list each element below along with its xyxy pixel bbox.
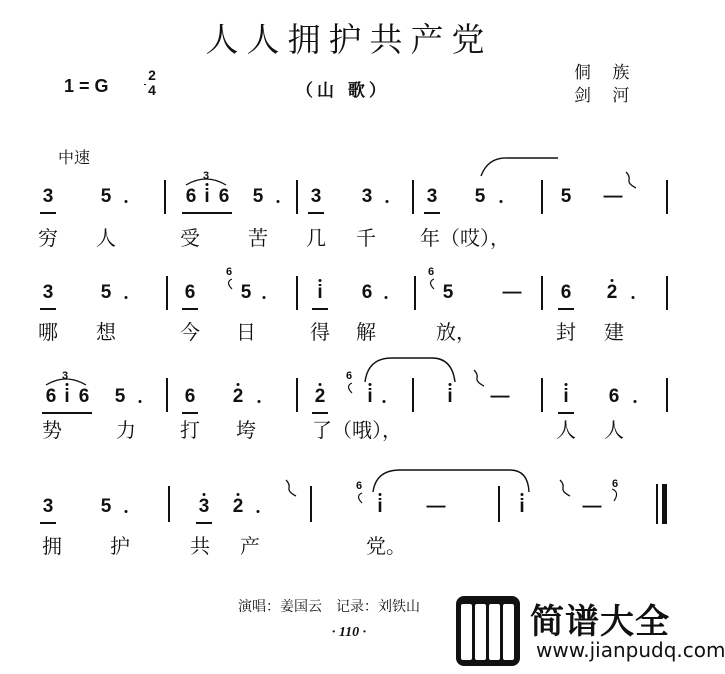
tie-arc	[478, 154, 560, 180]
origin-ethnicity: 侗 族	[574, 63, 638, 83]
underline	[182, 308, 198, 310]
note: 5	[252, 186, 264, 207]
lyric: 护	[110, 534, 130, 558]
tie-arc	[362, 354, 458, 386]
lyric: 千	[356, 226, 376, 250]
note: 6	[78, 386, 90, 407]
lyric: 穷	[38, 226, 58, 250]
page-number: · 110 ·	[331, 625, 367, 640]
note: 3	[426, 186, 438, 207]
grace-note: 6	[346, 370, 353, 382]
final-bar-thick	[662, 484, 667, 524]
origin-place: 剑 河	[574, 86, 638, 106]
note: 6	[45, 386, 57, 407]
note: i	[563, 386, 569, 407]
lyric: 打	[180, 418, 200, 442]
glissando-mark	[284, 478, 298, 498]
note: —	[426, 496, 446, 517]
note: 6	[184, 282, 196, 303]
note: i	[447, 386, 453, 407]
grace-slur	[354, 492, 364, 504]
lyric: 想	[96, 320, 116, 344]
bar-line	[498, 486, 500, 522]
octave-dot	[66, 383, 69, 386]
note: 5	[100, 496, 112, 517]
lyric: 产	[240, 534, 260, 558]
key-signature: 1 = G	[64, 76, 109, 96]
underline	[312, 308, 328, 310]
triplet-mark: 3	[62, 370, 69, 382]
watermark-brand: 简谱大全	[530, 602, 670, 642]
duration-dot	[263, 296, 266, 299]
note: 2	[314, 386, 326, 407]
note: 3	[42, 186, 54, 207]
lyric: 几	[306, 226, 326, 250]
note: 3	[42, 282, 54, 303]
bar-line	[166, 276, 168, 310]
duration-dot	[257, 510, 260, 513]
bar-line	[666, 180, 668, 214]
underline	[308, 212, 324, 214]
octave-dot	[565, 383, 568, 386]
octave-dot	[611, 279, 614, 282]
note: —	[490, 386, 510, 407]
lyric: 日	[236, 320, 256, 344]
lyric: 党。	[366, 534, 406, 558]
bar-line	[164, 180, 166, 214]
song-title: 人人拥护共产党	[205, 20, 493, 59]
note: 5	[100, 282, 112, 303]
note: 5	[560, 186, 572, 207]
performer-credit: 演唱：姜国云 记录：刘铁山	[238, 599, 420, 615]
grace-slur	[426, 278, 436, 290]
duration-dot	[632, 296, 635, 299]
lyric: 人	[556, 418, 576, 442]
grace-note: 6	[356, 480, 363, 492]
bar-line	[296, 276, 298, 310]
song-origin	[574, 62, 637, 108]
octave-dot	[379, 493, 382, 496]
duration-dot	[125, 200, 128, 203]
note: 5	[442, 282, 454, 303]
bar-line	[666, 378, 668, 412]
note: 3	[310, 186, 322, 207]
underline	[558, 308, 574, 310]
note: 3	[361, 186, 373, 207]
note: 2	[232, 386, 244, 407]
duration-dot	[386, 200, 389, 203]
octave-dot	[369, 383, 372, 386]
grace-note: 6	[428, 266, 435, 278]
note: 6	[608, 386, 620, 407]
bar-line	[541, 276, 543, 310]
grace-tail	[610, 488, 622, 502]
note: 6	[218, 186, 230, 207]
note: i	[204, 186, 210, 207]
glissando-mark	[472, 368, 486, 388]
lyric: 苦	[248, 226, 268, 250]
note: 6	[361, 282, 373, 303]
bar-line	[541, 378, 543, 412]
lyric: 人	[96, 226, 116, 250]
grace-note: 6	[226, 266, 233, 278]
octave-dot	[319, 383, 322, 386]
song-subtitle: （山 歌）	[296, 81, 390, 101]
bar-line	[414, 276, 416, 310]
time-signature-top: 2	[148, 67, 156, 83]
duration-dot	[500, 200, 503, 203]
bar-line	[166, 378, 168, 412]
note: i	[317, 282, 323, 303]
duration-dot	[634, 400, 637, 403]
tempo-marking: 中速	[58, 148, 91, 167]
lyric: 解	[356, 320, 376, 344]
octave-dot	[203, 493, 206, 496]
duration-dot	[277, 200, 280, 203]
grace-slur	[224, 278, 234, 290]
octave-dot	[206, 183, 209, 186]
lyric: 建	[604, 320, 624, 344]
time-signature	[144, 68, 160, 98]
lyric: 放，	[436, 320, 476, 344]
note: 5	[100, 186, 112, 207]
bar-line	[296, 378, 298, 412]
note: —	[603, 186, 623, 207]
underline	[182, 212, 232, 214]
octave-dot	[449, 383, 452, 386]
note: 5	[240, 282, 252, 303]
note: —	[582, 496, 602, 517]
lyric: 受	[180, 226, 200, 250]
lyric: 今	[180, 320, 200, 344]
final-bar-thin	[656, 484, 658, 524]
lyric: 拥	[42, 534, 62, 558]
duration-dot	[139, 400, 142, 403]
note: i	[519, 496, 525, 517]
bar-line	[412, 180, 414, 214]
lyric: 势	[42, 418, 62, 442]
duration-dot	[125, 296, 128, 299]
note: 5	[114, 386, 126, 407]
lyric: 年（哎），	[420, 226, 510, 250]
note: 6	[184, 386, 196, 407]
tie-arc	[370, 466, 532, 496]
note: i	[367, 386, 373, 407]
lyric: 共	[190, 534, 210, 558]
bar-line	[541, 180, 543, 214]
note: 6	[560, 282, 572, 303]
note: 3	[42, 496, 54, 517]
underline	[196, 522, 212, 524]
bar-line	[412, 378, 414, 412]
underline	[40, 212, 56, 214]
octave-dot	[521, 493, 524, 496]
bar-line	[310, 486, 312, 522]
underline	[40, 308, 56, 310]
note: 2	[232, 496, 244, 517]
grace-note: 6	[612, 478, 619, 490]
bar-line	[666, 276, 668, 310]
glissando-mark	[558, 478, 572, 498]
lyric: 封	[556, 320, 576, 344]
watermark-url: www.jianpudq.com	[536, 638, 725, 662]
duration-dot	[125, 510, 128, 513]
note: 5	[474, 186, 486, 207]
lyric: 垮	[236, 418, 256, 442]
time-signature-divider	[144, 84, 146, 85]
octave-dot	[237, 493, 240, 496]
lyric: 哪	[38, 320, 58, 344]
bar-line	[296, 180, 298, 214]
note: —	[502, 282, 522, 303]
underline	[424, 212, 440, 214]
lyric: 人	[604, 418, 624, 442]
note: i	[377, 496, 383, 517]
note: 2	[606, 282, 618, 303]
watermark-logo	[452, 590, 725, 674]
duration-dot	[383, 400, 386, 403]
glissando-mark	[624, 170, 638, 190]
grace-slur	[344, 382, 354, 394]
triplet-mark: 3	[203, 170, 210, 182]
octave-dot	[319, 279, 322, 282]
time-signature-bottom: 4	[148, 82, 156, 98]
lyric: 得	[310, 320, 330, 344]
bar-line	[168, 486, 170, 522]
underline	[40, 522, 56, 524]
octave-dot	[237, 383, 240, 386]
piano-keys-icon	[456, 596, 520, 666]
lyric: 力	[116, 418, 136, 442]
lyric: 了（哦），	[312, 418, 402, 442]
note: 3	[198, 496, 210, 517]
note: i	[64, 386, 70, 407]
duration-dot	[258, 400, 261, 403]
duration-dot	[385, 296, 388, 299]
note: 6	[185, 186, 197, 207]
